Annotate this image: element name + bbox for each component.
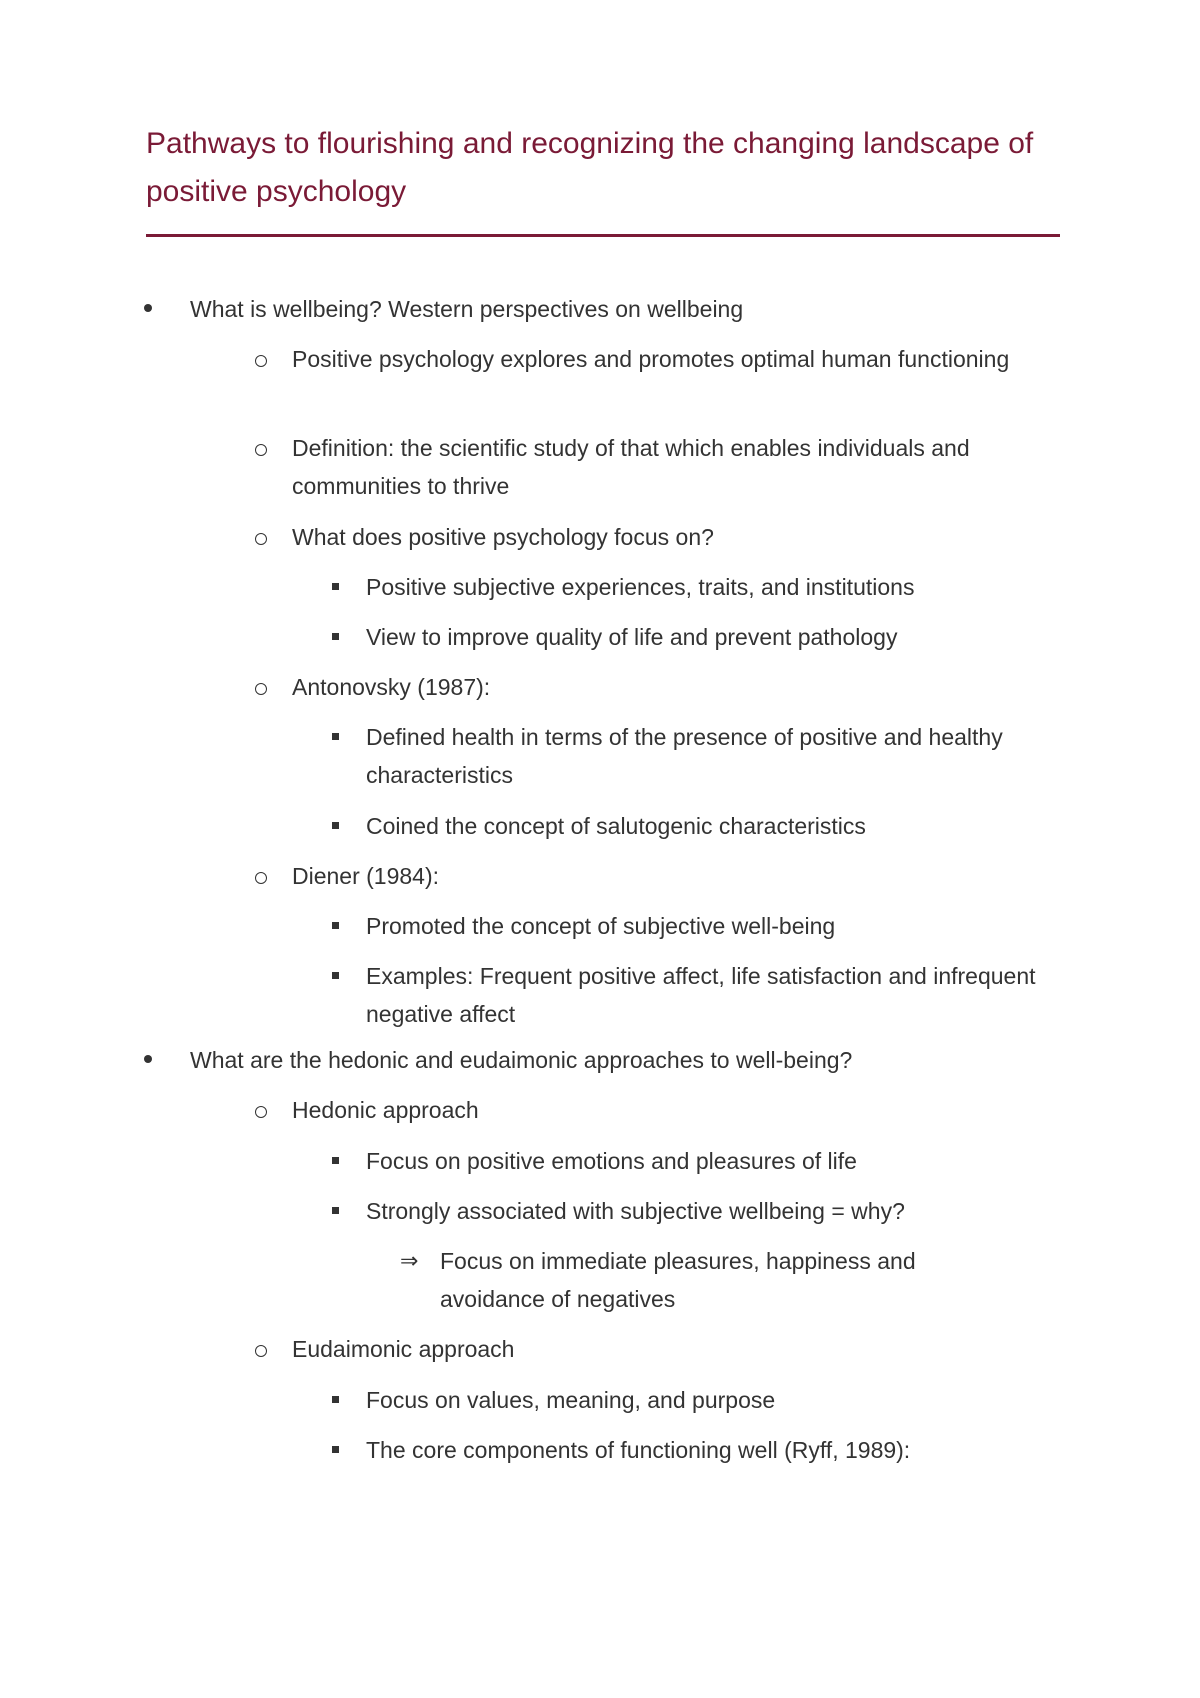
bullet-square-icon	[332, 568, 342, 606]
list-item	[366, 1381, 1056, 1419]
list-item-text: What does positive psychology focus on?	[292, 524, 714, 550]
arrow-right-icon: ⇒	[400, 1248, 419, 1273]
list-item-text: Hedonic approach	[292, 1097, 479, 1123]
list-item-text: Positive psychology explores and promotes optimal human functioning	[292, 346, 1010, 372]
bullet-square-icon	[332, 1142, 342, 1180]
bullet-circle-icon	[255, 668, 271, 706]
list-item	[366, 907, 1056, 945]
list-item-text: Diener (1984):	[292, 863, 440, 889]
list-item	[366, 618, 1056, 656]
list-item	[292, 1330, 1052, 1368]
list-item	[400, 1242, 1000, 1318]
list-item	[292, 1091, 1052, 1129]
list-item-text: Strongly associated with subjective wellbeing = why?	[366, 1198, 905, 1224]
list-item-text: Focus on immediate pleasures, happiness and avoidance of negatives	[440, 1248, 916, 1312]
bullet-square-icon	[332, 618, 342, 656]
list-item	[366, 718, 1056, 794]
list-item-text: Focus on values, meaning, and purpose	[366, 1387, 776, 1413]
bullet-square-icon	[332, 1381, 342, 1419]
list-item	[366, 807, 1056, 845]
bullet-disc-icon	[144, 1041, 154, 1079]
bullet-square-icon	[332, 907, 342, 945]
bullet-circle-icon	[255, 857, 271, 895]
bullet-circle-icon	[255, 518, 271, 556]
list-item-text: Antonovsky (1987):	[292, 674, 491, 700]
list-item	[292, 340, 1052, 378]
list-item	[292, 668, 1052, 706]
bullet-disc-icon	[144, 290, 154, 328]
list-item-text: Definition: the scientific study of that which enables individuals and communities to thrive	[292, 435, 970, 499]
bullet-circle-icon	[255, 1091, 271, 1129]
list-item	[292, 518, 1052, 556]
list-item-text: Promoted the concept of subjective well-being	[366, 913, 836, 939]
list-item-text: Eudaimonic approach	[292, 1336, 515, 1362]
list-item-text: Focus on positive emotions and pleasures of life	[366, 1148, 857, 1174]
bullet-square-icon	[332, 957, 342, 995]
list-item-text: Defined health in terms of the presence of positive and healthy characteristics	[366, 724, 1003, 788]
list-item	[292, 429, 1052, 505]
list-item	[366, 957, 1056, 1033]
bullet-square-icon	[332, 1192, 342, 1230]
list-item	[190, 290, 1050, 328]
document-title: Pathways to flourishing and recognizing the changing landscape of positive psychology	[146, 127, 1034, 208]
title-divider	[146, 234, 1060, 237]
bullet-square-icon	[332, 718, 342, 756]
bullet-circle-icon	[255, 429, 271, 467]
list-item	[366, 1142, 1056, 1180]
list-item-text: Examples: Frequent positive affect, life satisfaction and infrequent negative affect	[366, 963, 1036, 1027]
list-item-text: What are the hedonic and eudaimonic approaches to well-being?	[190, 1047, 853, 1073]
list-item	[190, 1041, 1050, 1079]
list-item	[292, 857, 1052, 895]
bullet-circle-icon	[255, 340, 271, 378]
list-item	[366, 1431, 1056, 1469]
list-item-text: The core components of functioning well (Ryff, 1989):	[366, 1437, 911, 1463]
list-item-text: View to improve quality of life and prevent pathology	[366, 624, 898, 650]
list-item-text: Coined the concept of salutogenic characteristics	[366, 813, 866, 839]
bullet-square-icon	[332, 1431, 342, 1469]
list-item	[366, 568, 1056, 606]
list-item	[366, 1192, 1056, 1230]
list-item-text: What is wellbeing? Western perspectives on wellbeing	[190, 296, 744, 322]
bullet-circle-icon	[255, 1330, 271, 1368]
list-item-text: Positive subjective experiences, traits, and institutions	[366, 574, 915, 600]
bullet-square-icon	[332, 807, 342, 845]
